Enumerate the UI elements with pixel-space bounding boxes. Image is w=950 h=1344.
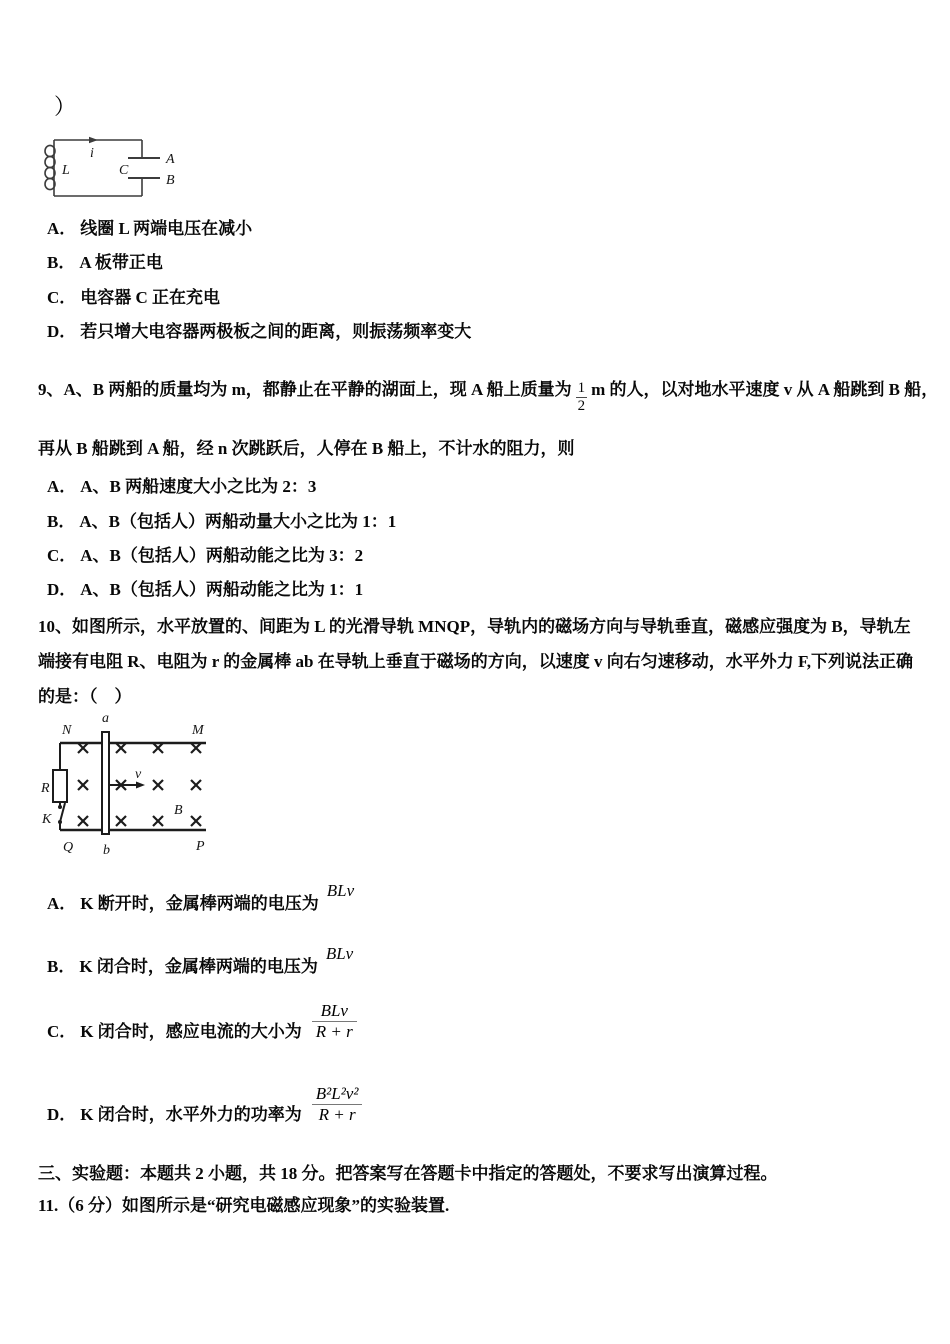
option-text: K 闭合时，水平外力的功率为 [80,1105,302,1125]
q8-option-c [47,287,220,309]
option-letter: D． [47,322,77,341]
option-text: 若只增大电容器两极板之间的距离，则振荡频率变大 [80,322,472,341]
option-letter: B． [47,253,76,272]
label-q: Q [63,840,74,855]
current-arrow-icon [89,137,98,143]
option-text: A、B（包括人）两船动能之比为 3：2 [80,546,364,565]
q9-stem-line2: 再从 B 船跳到 A 船，经 n 次跳跃后，人停在 B 船上，不计水的阻力，则 [38,439,575,458]
fraction-numerator: 1 [577,380,586,397]
q9-stem-part2: m 的人，以对地水平速度 v 从 A 船跳到 B 船， [591,380,939,399]
label-field-b: B [174,803,183,818]
option-letter: B． [47,957,76,976]
fraction-denominator: 2 [577,398,586,414]
q10-stem-line1: 10、如图所示，水平放置的、间距为 L 的光滑导轨 MNQP，导轨内的磁场方向与导轨垂直，磁感应强度为 B，导轨左 [38,617,911,636]
q9-stem-line1 [38,379,938,415]
current-label: i [90,146,94,161]
label-p: P [196,839,205,854]
option-text: A、B（包括人）两船动能之比为 1：1 [80,580,364,599]
option-letter: A． [47,894,77,913]
label-velocity: v [135,767,142,782]
section3-heading: 三、实验题：本题共 2 小题，共 18 分。把答案写在答题卡中指定的答题处，不要求写出演算过程。 [38,1164,778,1183]
q9-option-d [47,579,363,601]
label-n: N [62,723,72,738]
lc-circuit-diagram [42,126,192,208]
option-text: A 板带正电 [79,253,163,272]
q9-stem-part1: 9、A、B 两船的质量均为 m，都静止在平静的湖面上，现 A 船上质量为 [38,380,572,399]
q9-option-c [47,545,363,567]
q10-stem-line3: 的是：（ ） [38,687,132,706]
formula-fraction [312,1001,357,1042]
option-text: K 闭合时，感应电流的大小为 [80,1022,302,1042]
fraction-denominator: R + r [312,1104,363,1125]
rod-ab [102,732,109,834]
option-letter: D． [47,1105,77,1125]
formula-fraction [312,1084,363,1125]
option-letter: C． [47,1022,77,1042]
q8-option-b [47,252,163,274]
label-m: M [192,723,204,738]
q10-option-a [47,881,355,915]
label-switch: K [42,812,52,827]
fraction-denominator: R + r [312,1021,357,1042]
option-letter: A． [47,219,77,238]
q11-stem: 11.（6 分）如图所示是“研究电磁感应现象”的实验装置. [38,1196,450,1215]
q10-stem [38,609,913,714]
q10-stem-line2: 端接有电阻 R、电阻为 r 的金属棒 ab 在导轨上垂直于磁场的方向，以速度 v 向右匀速移动，水平外力 F,下列说法正确 [38,652,914,671]
option-letter: C． [47,546,77,565]
option-text: A、B（包括人）两船动量大小之比为 1：1 [79,512,397,531]
stray-paren: ） [54,94,77,119]
option-text: K 断开时，金属棒两端的电压为 [80,894,319,913]
q9-option-a [47,476,316,498]
option-letter: A． [47,477,77,496]
fraction-numerator: B²L²v² [315,1084,359,1103]
inductor-label: L [62,163,70,178]
formula-blv: BLv [325,944,354,963]
q10-option-c [47,1001,357,1042]
option-text: 线圈 L 两端电压在减小 [80,219,253,238]
plate-b-label: B [166,173,175,188]
option-letter: D． [47,580,77,599]
resistor-box [53,770,67,802]
option-text: K 闭合时，金属棒两端的电压为 [79,957,318,976]
option-letter: C． [47,288,77,307]
q10-option-d [47,1084,362,1125]
q9-option-b [47,511,396,533]
label-b-rod: b [103,843,110,858]
option-letter: B． [47,512,76,531]
label-resistor: R [41,781,50,796]
option-text: 电容器 C 正在充电 [80,288,221,307]
q10-option-b [47,944,354,978]
rail-circuit-diagram [36,710,226,858]
q9-half-fraction [576,380,588,415]
label-a: a [102,711,109,726]
plate-a-label: A [166,152,175,167]
option-text: A、B 两船速度大小之比为 2：3 [80,477,317,496]
fraction-numerator: BLv [320,1001,348,1020]
formula-blv: BLv [326,881,355,900]
q8-option-a [47,218,252,240]
q8-option-d [47,321,471,343]
capacitor-label: C [119,163,129,178]
